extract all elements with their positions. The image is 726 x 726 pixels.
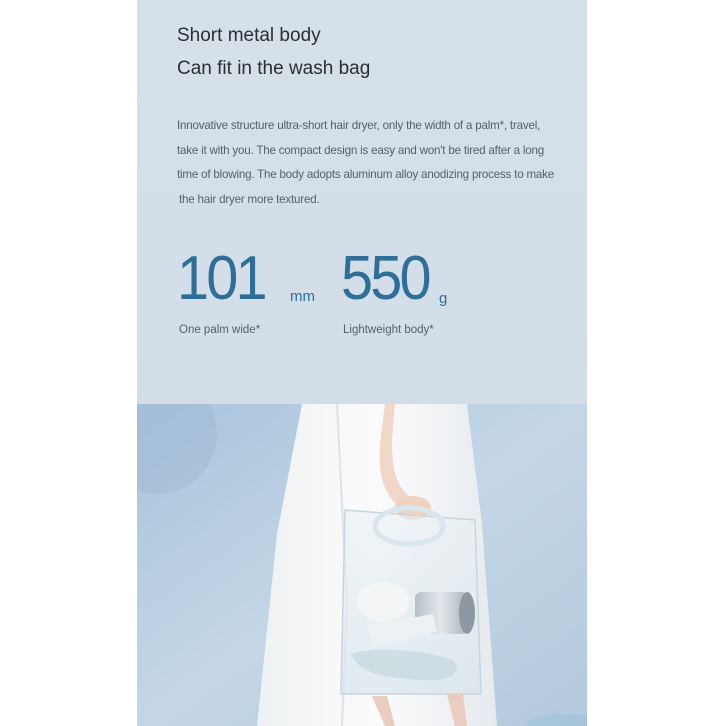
description-line: Innovative structure ultra-short hair dryer, only the width of a palm*, travel, (177, 119, 541, 132)
stat-unit: g (439, 290, 448, 307)
description-line: time of blowing. The body adopts aluminum alloy anodizing process to make (177, 168, 555, 181)
product-panel (137, 0, 587, 726)
stat-caption: One palm wide* (179, 324, 261, 336)
hair-dryer-nozzle (459, 592, 475, 634)
stat-weight (341, 244, 448, 336)
stat-value: 550 (341, 244, 429, 313)
stat-value: 101 (177, 244, 265, 313)
stat-width (177, 244, 315, 336)
heading-line-1: Short metal body (177, 25, 321, 46)
photo-illustration (137, 404, 587, 726)
attachment (357, 582, 409, 622)
heading-line-2: Can fit in the wash bag (177, 58, 371, 79)
description-line: take it with you. The compact design is easy and won't be tired after a long (177, 143, 545, 157)
description (177, 114, 587, 212)
stat-caption: Lightweight body* (343, 324, 434, 336)
stat-unit: mm (290, 288, 315, 305)
product-photo (137, 404, 587, 726)
description-line: the hair dryer more textured. (179, 192, 320, 206)
info-section (137, 0, 587, 404)
